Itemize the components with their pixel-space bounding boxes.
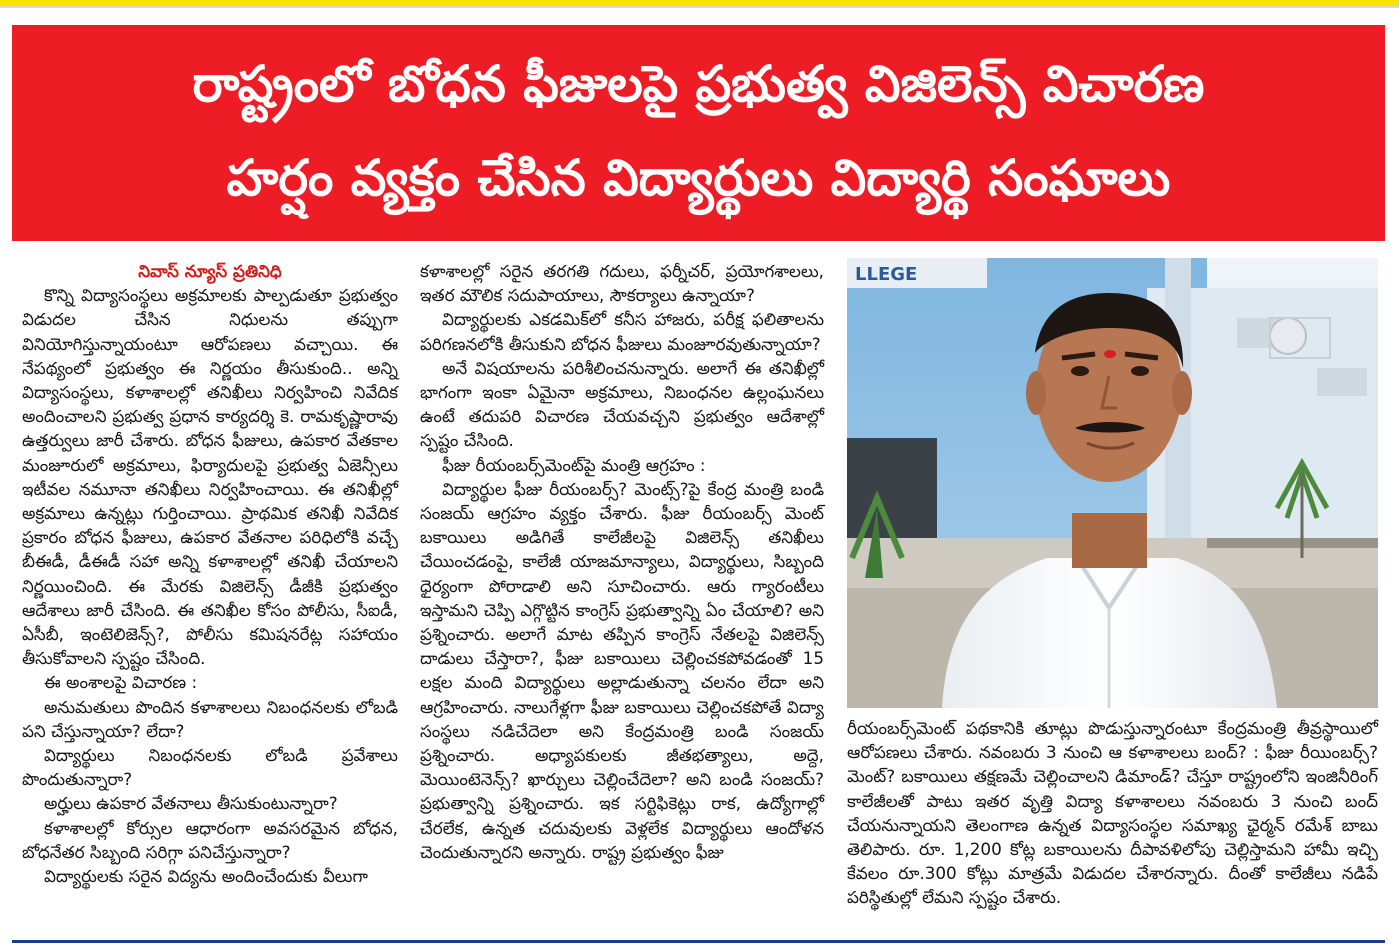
subheading: ఫీజు రీయంబర్స్‌మెంట్‌పై మంత్రి ఆగ్రహం : xyxy=(442,454,706,475)
article-column-2 xyxy=(420,259,824,864)
headline-banner xyxy=(12,25,1385,241)
article-column-1 xyxy=(22,259,398,888)
paragraph: అనుమతులు పొందిన కళాశాలలు నిబంధనలకు లోబడి పని చేస్తున్నాయా? లేదా? xyxy=(22,696,398,741)
news-photo xyxy=(847,258,1378,708)
paragraph: విద్యార్థులు నిబంధనలకు లోబడి ప్రవేశాలు పొందుతున్నారా? xyxy=(22,745,398,790)
paragraph: విద్యార్థుల ఫీజు రీయంబర్స్? మెంట్స్?పై కేంద్ర మంత్రి బండి సంజయ్ ఆగ్రహం వ్యక్తం చేశారు. ఫీజు రీయంబర్స్ మెంట్ బకాయిలు అడిగితే కాలేజీలపై విజిలెన్స్ తనిఖీలు చేయించడంపై, కాలేజీ యాజమాన్యాలు, విద్యార్థులు, సిబ్బంది ధైర్యంగా పోరాడాలి అని సూచించారు. ఆరు గ్యారంటీలు ఇస్తామని చెప్పి ఎగ్గొట్టిన కాంగ్రెస్ ప్రభుత్వాన్ని ఏం చేయాలి? అని ప్రశ్నించారు. అలాగే మాట తప్పిన కాంగ్రెస్ నేతలపై విజిలెన్స్ దాడులు చేస్తారా?, ఫీజు బకాయిలు చెల్లించకపోవడంతో 15 లక్షల మంది విద్యార్థులు అల్లాడుతున్నా చలనం లేదా అని ఆగ్రహించారు. నాలుగేళ్లగా ఫీజు బకాయిలు చెల్లించకపోతే విద్యా సంస్థలు నడిచేదెలా అని కేంద్రమంత్రి బండి సంజయ్ ప్రశ్నించారు. అధ్యాపకులకు జీతభత్యాలు, అద్దె, మెయింటెనెన్స్? ఖార్చులు చెల్లించేదెలా? అని బండి సంజయ్? ప్రభుత్వాన్ని ప్రశ్నించారు. ఇక సర్టిఫికెట్లు రాక, ఉద్యోగాల్లో చేరలేక, ఉన్నత చదువులకు వెళ్లలేక విద్యార్థులు ఆందోళన చెందుతున్నారని అన్నారు. రాష్ట్ర ప్రభుత్వం ఫీజు xyxy=(420,478,824,862)
subheading: ఈ అంశాలపై విచారణ : xyxy=(44,672,198,693)
paragraph: కళాశాలల్లో కోర్సుల ఆధారంగా అవసరమైన బోధన, బోధనేతర సిబ్బంది సరిగ్గా పనిచేస్తున్నారా? xyxy=(22,817,398,862)
headline-line-2: హర్షం వ్యక్తం చేసిన విద్యార్థులు విద్యార్థి సంఘాలు xyxy=(226,149,1171,207)
paragraph: అర్హులు ఉపకార వేతనాలు తీసుకుంటున్నారా? xyxy=(44,793,338,814)
byline: నివాస్ న్యూస్ ప్రతినిధి xyxy=(138,261,282,281)
top-divider xyxy=(0,6,1399,8)
headline-line-1: రాష్ట్రంలో బోధన ఫీజులపై ప్రభుత్వ విజిలెన్స్ విచారణ xyxy=(192,55,1205,113)
paragraph: కళాశాలల్లో సరైన తరగతి గదులు, ఫర్నీచర్, ప్రయోగశాలలు, ఇతర మౌలిక సదుపాయాలు, సౌకర్యాలు ఉన్నాయా? xyxy=(420,261,824,306)
person-photo-illustration xyxy=(847,258,1378,708)
paragraph: రీయంబర్స్‌మెంట్ పథకానికి తూట్లు పొడుస్తున్నారంటూ కేంద్రమంత్రి తీవ్రస్థాయిలో ఆరోపణలు చేశారు. నవంబరు 3 నుంచి ఆ కళాశాలలు బంద్? : ఫీజు రీయింబర్స్?మెంట్? బకాయిలు తక్షణమే చెల్లించాలని డిమాండ్? చేస్తూ రాష్ట్రంలోని ఇంజినీరింగ్ కాలేజీలతో పాటు ఇతర వృత్తి విద్యా కళాశాలలు నవంబరు 3 నుంచి బంద్ చేయనున్నాయని తెలంగాణ ఉన్నత విద్యాసంస్థల సమాఖ్య ఛైర్మన్ రమేశ్ బాబు తెలిపారు. రూ. 1,200 కోట్ల బకాయిలను దీపావళిలోపు చెల్లిస్తామని హామీ ఇచ్చి కేవలం రూ.300 కోట్లు మాత్రమే విడుదల చేశారన్నారు. దీంతో కాలేజీలు నడిపే పరిస్థితుల్లో లేమని స్పష్టం చేశారు. xyxy=(847,718,1378,908)
article-column-3 xyxy=(847,716,1378,910)
paragraph: విద్యార్థులకు ఎకడమిక్‌లో కనీస హాజరు, పరీక్ష ఫలితాలను పరిగణనలోకి తీసుకుని బోధన ఫీజులు మంజూరవుతున్నాయా? xyxy=(420,309,824,354)
paragraph: విద్యార్థులకు సరైన విద్యను అందించేందుకు వీలుగా xyxy=(44,866,368,887)
college-sign-text: LLEGE xyxy=(855,264,918,285)
paragraph: కొన్ని విద్యాసంస్థలు అక్రమాలకు పాల్పడుతూ ప్రభుత్వం విడుదల చేసిన నిధులను తప్పుగా వినియోగిస్తున్నాయంటూ ఆరోపణలు వచ్చాయి. ఈ నేపథ్యంలో ప్రభుత్వం ఈ నిర్ణయం తీసుకుంది.. అన్ని విద్యాసంస్థలు, కళాశాలల్లో తనిఖీలు నిర్వహించి నివేదిక అందించాలని ప్రభుత్వ ప్రధాన కార్యదర్శి కె. రామకృష్ణారావు ఉత్తర్వులు జారీ చేశారు. బోధన ఫీజులు, ఉపకార వేతకాల మంజూరులో అక్రమాలు, ఫిర్యాదులపై ప్రభుత్వ ఏజెన్సీలు ఇటీవల నమూనా తనిఖీలు నిర్వహించాయి. ఈ తనిఖీల్లో అక్రమాలు ఉన్నట్లు గుర్తించాయి. ప్రాథమిక తనిఖీ నివేదిక ప్రకారం బోధన ఫీజులు, ఉపకార వేతనాల పరిధిలోకి వచ్చే బీఈడీ, డీఈడీ సహా అన్ని కళాశాలల్లో తనిఖీ చేయాలని నిర్ణయించింది. ఈ మేరకు విజిలెన్స్ డీజీకి ప్రభుత్వం ఆదేశాలు జారీ చేసింది. ఈ తనిఖీల కోసం పోలీసు, సీఐడీ, ఏసీబీ, ఇంటెలిజెన్స్?, పోలీసు కమిషనరేట్ల సహాయం తీసుకోవాలని స్పష్టం చేసింది. xyxy=(22,285,398,669)
paragraph: అనే విషయాలను పరిశీలించనున్నారు. అలాగే ఈ తనిఖీల్లో భాగంగా ఇంకా ఏమైనా అక్రమాలు, నిబంధనల ఉల్లంఘనలు ఉంటే తదుపరి విచారణ చేయవచ్చని ప్రభుత్వం ఆదేశాల్లో స్పష్టం చేసింది. xyxy=(420,357,824,451)
bottom-divider xyxy=(12,940,1385,943)
